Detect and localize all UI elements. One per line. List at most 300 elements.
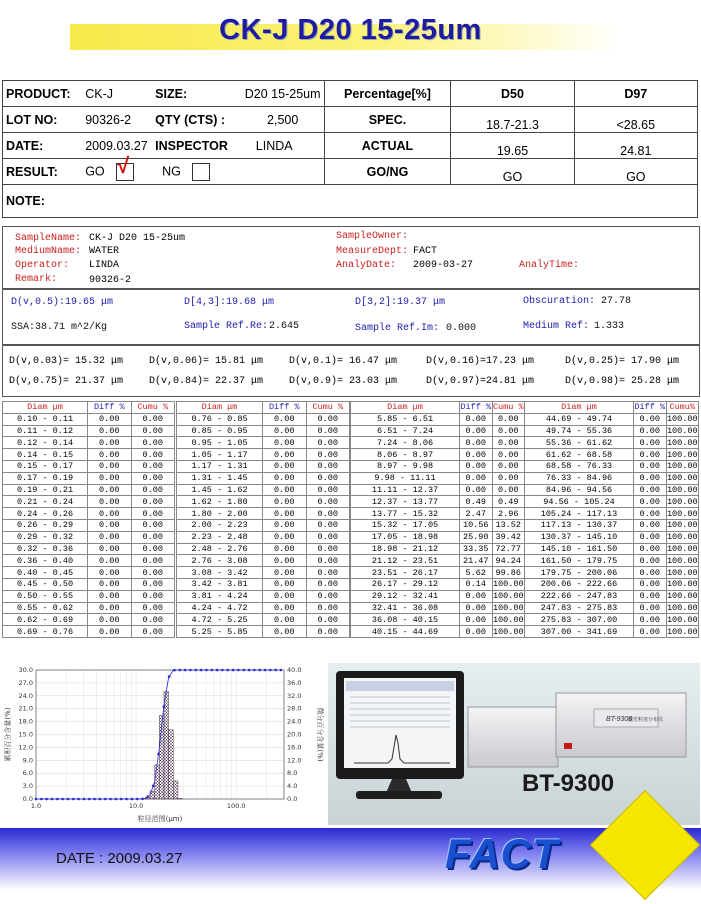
diff-cell: 0.00 xyxy=(634,472,667,484)
cumu-cell: 0.00 xyxy=(306,508,350,520)
distribution-block xyxy=(524,401,699,638)
diam-cell: 307.00 - 341.69 xyxy=(525,626,634,638)
diam-cell: 1.45 - 1.62 xyxy=(177,484,263,496)
diam-cell: 4.24 - 4.72 xyxy=(177,602,263,614)
table-row xyxy=(351,626,525,638)
diff-cell: 33.35 xyxy=(460,543,493,555)
diff-cell: 0.00 xyxy=(634,519,667,531)
diff-cell: 0.00 xyxy=(634,484,667,496)
cumulative-point xyxy=(216,669,219,672)
left-tick-label: 12.0 xyxy=(18,743,33,752)
product-info-table xyxy=(2,80,698,218)
cumulative-point xyxy=(253,669,256,672)
actual-label: ACTUAL xyxy=(324,133,451,159)
cumulative-point xyxy=(45,798,48,801)
distribution-block xyxy=(176,401,350,638)
diff-cell: 0.00 xyxy=(88,508,132,520)
ng-checkbox[interactable] xyxy=(192,163,210,181)
cumu-cell: 100.00 xyxy=(492,579,524,590)
diam-cell: 2.00 - 2.23 xyxy=(177,519,263,531)
table-row xyxy=(177,460,350,472)
table-row xyxy=(525,614,699,626)
cumulative-point xyxy=(99,798,102,801)
diam-cell: 0.12 - 0.14 xyxy=(3,437,88,449)
diff-cell: 0.00 xyxy=(263,555,307,567)
table-row xyxy=(525,543,699,555)
diff-cell: 0.00 xyxy=(460,614,493,626)
cumu-header: Cumu % xyxy=(306,402,350,414)
distribution-chart xyxy=(0,660,322,825)
diff-cell: 0.00 xyxy=(263,602,307,614)
page-title: CK-J D20 15-25um xyxy=(219,14,482,46)
results-panel xyxy=(2,288,700,345)
table-row xyxy=(3,472,175,484)
sample-ref-im-value: 0.000 xyxy=(446,323,477,334)
diff-cell: 10.56 xyxy=(460,519,493,531)
cumu-cell: 0.00 xyxy=(306,590,350,602)
product-label: PRODUCT: xyxy=(3,81,83,107)
right-tick-label: 8.0 xyxy=(287,769,298,778)
diff-cell: 0.00 xyxy=(263,614,307,626)
diam-cell: 8.06 - 8.97 xyxy=(351,449,460,461)
lot-value: 90326-2 xyxy=(82,107,152,133)
cumu-cell: 0.00 xyxy=(306,567,350,579)
cumulative-point xyxy=(168,675,171,678)
cumu-cell: 0.00 xyxy=(492,413,525,425)
diff-cell: 0.00 xyxy=(88,626,132,638)
diff-cell: 0.00 xyxy=(88,413,132,425)
dvalue-item: D(v,0.1)= 16.47 μm xyxy=(289,356,398,367)
diam-cell: 0.55 - 0.62 xyxy=(3,602,88,614)
sample-owner-label: SampleOwner: xyxy=(336,231,409,242)
cumu-cell: 0.00 xyxy=(306,437,350,449)
diam-cell: 0.95 - 1.05 xyxy=(177,437,263,449)
percentage-label: Percentage[%] xyxy=(324,81,451,107)
cumu-cell: 0.00 xyxy=(306,614,350,626)
table-row xyxy=(177,567,350,579)
cumu-cell: 0.00 xyxy=(492,449,525,461)
cumu-header: Cumu% xyxy=(666,402,699,414)
diam-cell: 222.66 - 247.83 xyxy=(525,590,634,602)
table-row xyxy=(3,425,175,437)
diff-cell: 0.00 xyxy=(634,531,667,543)
cumu-cell: 100.00 xyxy=(666,567,698,578)
table-row xyxy=(351,413,525,425)
diam-cell: 117.13 - 130.37 xyxy=(525,519,634,531)
inspector-label: INSPECTOR xyxy=(152,133,242,159)
table-row xyxy=(177,626,350,638)
right-tick-label: 32.0 xyxy=(287,691,302,700)
diam-cell: 40.15 - 44.69 xyxy=(351,626,460,638)
cumu-cell: 0.00 xyxy=(131,519,175,531)
cumu-cell: 0.00 xyxy=(131,626,175,638)
diff-cell: 0.00 xyxy=(263,437,307,449)
table-row xyxy=(525,413,699,425)
right-tick-label: 12.0 xyxy=(287,756,302,765)
cumu-cell: 0.00 xyxy=(306,519,350,531)
cumu-cell: 100.00 xyxy=(666,414,698,425)
table-row xyxy=(177,590,350,602)
diff-cell: 0.00 xyxy=(460,626,493,638)
table-row xyxy=(3,519,175,531)
diam-cell: 179.75 - 200.06 xyxy=(525,567,634,579)
diff-cell: 0.00 xyxy=(263,626,307,638)
left-tick-label: 6.0 xyxy=(22,769,33,778)
diff-cell: 0.00 xyxy=(634,413,667,425)
medium-name-label: MediumName: xyxy=(15,246,82,257)
distribution-table xyxy=(2,401,698,651)
x-tick-label: 1.0 xyxy=(30,802,42,810)
diff-cell: 0.00 xyxy=(634,590,667,602)
table-row xyxy=(3,460,175,472)
chart-svg xyxy=(0,660,322,825)
cumu-cell: 100.00 xyxy=(666,555,698,566)
diff-cell: 0.00 xyxy=(460,472,493,484)
table-row xyxy=(177,531,350,543)
cumulative-point xyxy=(93,798,96,801)
cumulative-point xyxy=(173,669,176,672)
diam-cell: 2.48 - 2.76 xyxy=(177,543,263,555)
diff-cell: 0.00 xyxy=(460,602,493,614)
diam-cell: 0.45 - 0.50 xyxy=(3,578,88,590)
diff-cell: 0.49 xyxy=(460,496,493,508)
cumu-cell: 100.00 xyxy=(666,579,698,590)
diff-header: Diff % xyxy=(460,402,492,413)
go-option xyxy=(82,152,152,185)
cumulative-point xyxy=(221,669,224,672)
table-row xyxy=(525,449,699,461)
diam-cell: 0.21 - 0.24 xyxy=(3,496,88,508)
table-row xyxy=(177,578,350,590)
cumu-cell: 0.00 xyxy=(306,531,350,543)
cumu-cell: 99.86 xyxy=(492,567,525,579)
left-tick-label: 0.0 xyxy=(22,795,33,803)
cumu-cell: 0.00 xyxy=(306,555,350,567)
diam-cell: 1.62 - 1.80 xyxy=(177,496,263,508)
cumulative-point xyxy=(226,669,229,672)
right-axis-title: 微分百分含量(%) xyxy=(316,707,324,762)
table-row xyxy=(177,555,350,567)
table-row xyxy=(3,496,175,508)
table-row xyxy=(525,484,699,496)
diff-cell: 0.00 xyxy=(634,555,667,567)
cumu-cell: 0.49 xyxy=(492,496,525,508)
diam-cell: 2.23 - 2.48 xyxy=(177,531,263,543)
cumulative-point xyxy=(179,669,182,672)
diff-cell: 0.00 xyxy=(460,484,493,496)
medium-name-value: WATER xyxy=(89,246,120,257)
measure-dept-label: MeasureDept: xyxy=(336,246,409,257)
cumu-cell: 0.00 xyxy=(306,413,350,425)
distribution-block xyxy=(350,401,525,638)
diam-cell: 0.85 - 0.95 xyxy=(177,425,263,437)
cumu-cell: 100.00 xyxy=(492,602,524,613)
diam-cell: 3.42 - 3.81 xyxy=(177,578,263,590)
cumu-cell: 100.00 xyxy=(492,626,524,637)
cumu-cell: 0.00 xyxy=(306,496,350,508)
diff-cell: 0.00 xyxy=(634,614,667,626)
diam-cell: 275.83 - 307.00 xyxy=(525,614,634,626)
table-row xyxy=(3,531,175,543)
table-row xyxy=(177,413,350,425)
table-row xyxy=(351,567,525,579)
product-value: CK-J xyxy=(82,81,152,107)
cumulative-point xyxy=(147,795,150,798)
cumu-cell: 0.00 xyxy=(306,626,350,638)
diff-cell: 0.00 xyxy=(634,449,667,461)
title-banner xyxy=(0,0,701,70)
go-checkbox[interactable] xyxy=(116,152,134,181)
table-row xyxy=(351,519,525,531)
diam-cell: 0.36 - 0.40 xyxy=(3,555,88,567)
operator-label: Operator: xyxy=(15,260,70,271)
cumulative-point xyxy=(210,669,213,672)
table-row xyxy=(525,555,699,567)
diam-cell: 0.19 - 0.21 xyxy=(3,484,88,496)
diam-cell: 84.96 - 94.56 xyxy=(525,484,634,496)
cumu-cell: 0.00 xyxy=(492,425,525,437)
diam-cell: 55.36 - 61.62 xyxy=(525,437,634,449)
analy-date-label: AnalyDate: xyxy=(336,260,397,271)
cumu-cell: 100.00 xyxy=(666,461,698,472)
diff-cell: 0.00 xyxy=(88,472,132,484)
diam-cell: 36.08 - 40.15 xyxy=(351,614,460,626)
diff-cell: 0.00 xyxy=(88,496,132,508)
table-row xyxy=(177,425,350,437)
left-axis-title: 累积百分含量(%) xyxy=(4,707,12,762)
cumu-cell: 0.00 xyxy=(492,460,525,472)
diam-cell: 68.58 - 76.33 xyxy=(525,460,634,472)
fact-logo: FACT xyxy=(445,830,559,877)
right-tick-label: 16.0 xyxy=(287,743,302,752)
diam-cell: 76.33 - 84.96 xyxy=(525,472,634,484)
cumu-cell: 0.00 xyxy=(131,543,175,555)
medium-ref-label: Medium Ref: xyxy=(523,321,590,332)
diam-cell: 17.05 - 18.98 xyxy=(351,531,460,543)
dvalue-item: D(v,0.16)=17.23 μm xyxy=(426,356,535,367)
cumulative-point xyxy=(120,798,123,801)
qty-value: 2,500 xyxy=(242,107,324,133)
cumulative-point xyxy=(205,669,208,672)
gong-d97: GO xyxy=(574,159,697,185)
cumu-cell: 0.00 xyxy=(131,531,175,543)
diam-cell: 1.05 - 1.17 xyxy=(177,449,263,461)
diff-cell: 0.00 xyxy=(460,460,493,472)
remark-value: 90326-2 xyxy=(89,275,132,286)
x-tick-label: 100.0 xyxy=(226,802,246,810)
diam-cell: 0.40 - 0.45 xyxy=(3,567,88,579)
diff-cell: 0.00 xyxy=(88,602,132,614)
table-row xyxy=(3,614,175,626)
diam-header: Diam μm xyxy=(525,402,634,414)
diam-cell: 3.81 - 4.24 xyxy=(177,590,263,602)
gong-d50: GO xyxy=(451,159,574,185)
dvalue-item: D(v,0.97)=24.81 μm xyxy=(426,376,535,387)
diff-cell: 0.00 xyxy=(88,567,132,579)
diff-cell: 0.00 xyxy=(88,449,132,461)
diff-cell: 0.00 xyxy=(634,543,667,555)
dvalue-item: D(v,0.03)= 15.32 μm xyxy=(9,356,124,367)
cumu-cell: 0.00 xyxy=(306,460,350,472)
device-label: BT-9300 xyxy=(606,716,633,723)
footer-date: DATE : 2009.03.27 xyxy=(56,850,183,867)
cumulative-point xyxy=(40,798,43,801)
cumulative-point xyxy=(109,798,112,801)
table-row xyxy=(351,578,525,590)
cumu-cell: 0.00 xyxy=(131,472,175,484)
right-tick-label: 40.0 xyxy=(287,666,302,674)
histogram-bar xyxy=(164,691,169,799)
cumulative-point xyxy=(163,705,166,708)
cumulative-point xyxy=(136,798,139,801)
diff-cell: 0.00 xyxy=(460,413,493,425)
dvalue-item: D(v,0.84)= 22.37 μm xyxy=(149,376,264,387)
diam-cell: 12.37 - 13.77 xyxy=(351,496,460,508)
distribution-block xyxy=(2,401,175,638)
cumu-cell: 100.00 xyxy=(492,614,524,625)
left-tick-label: 24.0 xyxy=(18,691,33,700)
table-row xyxy=(177,472,350,484)
diam-cell: 21.12 - 23.51 xyxy=(351,555,460,567)
table-row xyxy=(3,578,175,590)
cumu-cell: 100.00 xyxy=(666,602,698,613)
cumu-cell: 0.00 xyxy=(306,602,350,614)
diff-cell: 0.00 xyxy=(634,602,667,614)
table-row xyxy=(3,567,175,579)
table-row xyxy=(351,460,525,472)
diff-cell: 0.00 xyxy=(263,508,307,520)
cumu-cell: 0.00 xyxy=(306,578,350,590)
table-row xyxy=(525,460,699,472)
table-row xyxy=(177,496,350,508)
cumu-cell: 0.00 xyxy=(492,472,525,484)
table-row xyxy=(3,437,175,449)
diff-cell: 0.00 xyxy=(88,578,132,590)
x-axis-title: 粒径范围(μm) xyxy=(137,815,183,823)
cumu-cell: 0.00 xyxy=(131,425,175,437)
diff-cell: 0.00 xyxy=(263,460,307,472)
cumulative-point xyxy=(242,669,245,672)
diam-cell: 2.76 - 3.08 xyxy=(177,555,263,567)
cumu-cell: 0.00 xyxy=(131,484,175,496)
table-row xyxy=(177,614,350,626)
diff-header: Diff % xyxy=(88,402,132,414)
model-name: BT-9300 xyxy=(522,770,615,797)
cumu-cell: 100.00 xyxy=(666,520,698,531)
table-row xyxy=(351,496,525,508)
table-row xyxy=(351,425,525,437)
table-row xyxy=(177,508,350,520)
cumu-cell: 94.24 xyxy=(492,555,525,567)
cumu-cell: 0.00 xyxy=(131,449,175,461)
table-row xyxy=(351,555,525,567)
diff-cell: 0.14 xyxy=(460,578,493,590)
diff-cell: 0.00 xyxy=(263,590,307,602)
diff-cell: 0.00 xyxy=(263,531,307,543)
diam-cell: 0.11 - 0.12 xyxy=(3,425,88,437)
cumu-cell: 0.00 xyxy=(306,425,350,437)
table-row xyxy=(3,449,175,461)
cumulative-point xyxy=(248,669,251,672)
table-row xyxy=(3,555,175,567)
diam-cell: 0.26 - 0.29 xyxy=(3,519,88,531)
table-row xyxy=(525,508,699,520)
cumu-header: Cumu % xyxy=(492,402,524,413)
diam-cell: 9.98 - 11.11 xyxy=(351,472,460,484)
cumu-cell: 0.00 xyxy=(131,460,175,472)
cumulative-point xyxy=(125,798,128,801)
actual-d50: 19.65 xyxy=(451,133,574,159)
diam-cell: 1.17 - 1.31 xyxy=(177,460,263,472)
d50-label: D50 xyxy=(451,81,574,107)
diam-cell: 18.98 - 21.12 xyxy=(351,543,460,555)
cumu-cell: 100.00 xyxy=(666,473,698,484)
size-value: D20 15-25um xyxy=(242,81,324,107)
cumulative-point xyxy=(115,798,118,801)
cumu-cell: 100.00 xyxy=(666,425,698,436)
diam-cell: 3.08 - 3.42 xyxy=(177,567,263,579)
diff-header: Diff % xyxy=(634,402,666,413)
cumulative-point xyxy=(274,669,277,672)
cumu-cell: 100.00 xyxy=(666,626,698,637)
diff-cell: 0.00 xyxy=(634,496,667,508)
diff-cell: 0.00 xyxy=(88,519,132,531)
cumulative-point xyxy=(77,798,80,801)
cumulative-point xyxy=(269,669,272,672)
diff-cell: 2.47 xyxy=(460,508,493,520)
table-row xyxy=(525,602,699,614)
table-row xyxy=(3,413,175,425)
diam-cell: 61.62 - 68.58 xyxy=(525,449,634,461)
table-row xyxy=(351,543,525,555)
diff-cell: 0.00 xyxy=(263,567,307,579)
cumu-cell: 72.77 xyxy=(492,543,525,555)
table-row xyxy=(3,602,175,614)
diam-cell: 23.51 - 26.17 xyxy=(351,567,460,579)
cumu-cell: 0.00 xyxy=(131,602,175,614)
cumu-cell: 100.00 xyxy=(666,591,698,602)
cumu-cell: 13.52 xyxy=(492,519,525,531)
table-row xyxy=(525,531,699,543)
cumulative-point xyxy=(35,798,38,801)
diam-cell: 105.24 - 117.13 xyxy=(525,508,634,520)
diff-cell: 0.00 xyxy=(634,437,667,449)
table-row xyxy=(351,602,525,614)
diam-cell: 8.97 - 9.98 xyxy=(351,460,460,472)
date-label: DATE: xyxy=(3,133,83,159)
cumulative-point xyxy=(194,669,197,672)
diam-cell: 13.77 - 15.32 xyxy=(351,508,460,520)
diff-cell: 5.62 xyxy=(460,567,493,579)
left-tick-label: 15.0 xyxy=(18,730,33,739)
sample-info-panel xyxy=(2,226,700,290)
d43-value: D[4,3]:19.68 μm xyxy=(184,297,275,308)
sample-ref-im-label: Sample Ref.Im: xyxy=(355,323,440,334)
diff-cell: 0.00 xyxy=(634,567,667,579)
sample-ref-re-label: Sample Ref.Re: xyxy=(184,321,269,332)
diff-cell: 25.90 xyxy=(460,531,493,543)
cumulative-point xyxy=(258,669,261,672)
cumu-cell: 0.00 xyxy=(131,413,175,425)
note-label: NOTE: xyxy=(3,185,698,218)
diff-cell: 0.00 xyxy=(88,460,132,472)
left-tick-label: 9.0 xyxy=(22,756,33,765)
diam-cell: 0.17 - 0.19 xyxy=(3,472,88,484)
diff-cell: 0.00 xyxy=(634,578,667,590)
diff-cell: 0.00 xyxy=(88,543,132,555)
cumulative-point xyxy=(67,798,70,801)
cumu-cell: 0.00 xyxy=(131,614,175,626)
